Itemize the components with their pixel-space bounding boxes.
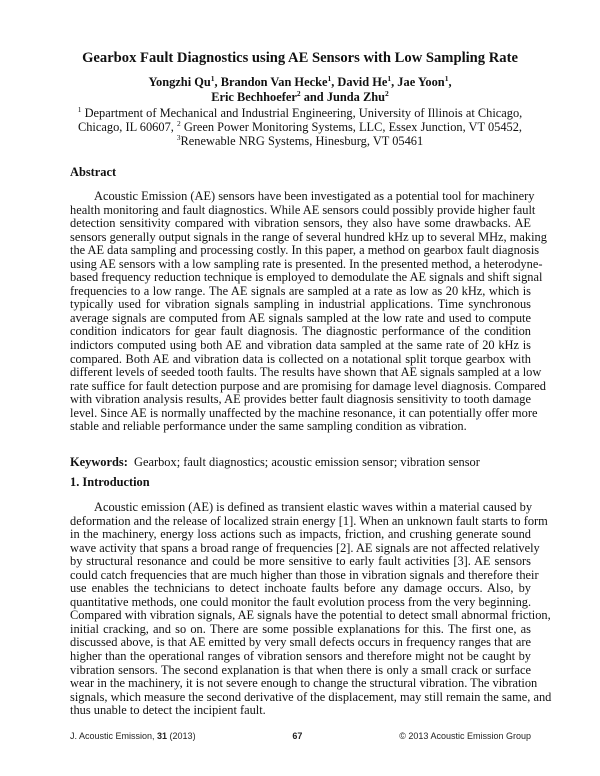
affiliation-line-2 <box>0 120 600 135</box>
author: Eric Bechhoefer <box>211 90 297 104</box>
text-line: different levels of seeded tooth faults. The results have shown that AE signals sampled at a low <box>70 365 542 380</box>
separator: and <box>300 90 327 104</box>
text-line: compared. Both AE and vibration data is collected on a notational split torque gearbox with <box>70 351 531 366</box>
text-line: with vibration analysis results, AE provides better fault diagnosis sensitivity to tooth damage <box>70 392 531 407</box>
text-line: detection sensitivity compared with vibration sensors, they also have some drawbacks. AE <box>70 216 531 231</box>
author: Yongzhi Qu <box>148 75 211 89</box>
affiliation-text: Renewable NRG Systems, Hinesburg, VT 05461 <box>180 134 424 148</box>
author: David He <box>337 75 388 89</box>
author: Brandon Van Hecke <box>220 75 328 89</box>
author-affiliation-mark: 1 <box>210 74 215 83</box>
author-affiliation-mark: 1 <box>444 74 449 83</box>
text-line: average signals are computed from AE signals sampled at the low rate and used to compute <box>70 310 531 325</box>
text-line: wave activity that spans a broad range of frequencies [2]. AE signals are not affected relatively <box>70 540 540 555</box>
text-line: sensors generally output signals in the range of several hundred kHz up to several MHz, making <box>70 229 547 244</box>
affiliation-mark: 2 <box>176 119 181 128</box>
affiliation-line-1 <box>0 106 600 121</box>
paper-title: Gearbox Fault Diagnostics using AE Sensors with Low Sampling Rate <box>82 50 518 66</box>
author-affiliation-mark: 2 <box>385 89 389 98</box>
abstract-heading: Abstract <box>70 165 117 179</box>
affiliation-mark: 3 <box>176 133 181 142</box>
text-line: based frequency reduction technique is employed to demodulate the AE signals and shift signal <box>70 270 543 285</box>
affiliation-text: Green Power Monitoring Systems, LLC, Essex Junction, VT 05452, <box>180 120 523 134</box>
journal-name: J. Acoustic Emission, <box>70 731 158 741</box>
text-line: stable and reliable performance under the same sampling condition as vibration. <box>70 419 467 434</box>
separator: , <box>391 75 398 89</box>
text-line: wear in the machinery, it is not severe enough to change the structural vibration. The vibration <box>70 676 538 691</box>
text-line: level. Since AE is normally unaffected by the machine resonance, it can potentially offer more <box>70 405 538 420</box>
text-line: condition indicators for gear fault diagnosis. The diagnostic performance of the condition <box>70 324 531 339</box>
text-line: indictors computed using both AE and vibration data sampled at the same rate of 20 kHz is <box>70 338 531 353</box>
separator: , <box>448 75 452 89</box>
text-line: deformation and the release of localized strain energy [1]. When an unknown fault starts to form <box>70 513 548 528</box>
author-affiliation-mark: 2 <box>296 89 301 98</box>
page-number: 67 <box>292 731 303 741</box>
text-line: the AE data sampling and processing costly. In this paper, a method on gearbox fault diagnosis <box>70 243 540 258</box>
text-line: thus unable to detect the incipient fault. <box>70 703 266 718</box>
affiliation-mark: 1 <box>77 105 82 114</box>
copyright: © 2013 Acoustic Emission Group <box>399 731 531 741</box>
separator: , <box>331 75 338 89</box>
author-line-2 <box>0 90 600 105</box>
author: Junda Zhu <box>326 90 386 104</box>
text-line: Compared with vibration signals, AE signals have the potential to detect small abnormal friction, <box>70 608 551 623</box>
affiliation-line-3 <box>0 134 600 149</box>
keywords <box>70 455 480 470</box>
text-line: by structural resonance and could be more sensitive to early fault activities [3]. AE sensors <box>70 554 531 569</box>
affiliation-text: Chicago, IL 60607, <box>77 120 177 134</box>
text-line: could catch frequencies that are much higher than those in vibration signals and therefore their <box>70 567 539 582</box>
text-line: discussed above, is that AE emitted by very small defects occurs in frequency ranges that are <box>70 635 531 650</box>
keywords-text: Gearbox; fault diagnostics; acoustic emission sensor; vibration sensor <box>134 455 480 469</box>
keywords-label: Keywords: <box>70 455 128 469</box>
text-line: vibration sensors. The second explanation is that when there is only a small crack or surface <box>70 662 531 677</box>
page-footer <box>70 731 531 741</box>
text-line: initial cracking, and so on. There are some possible explanations for this. The first one, as <box>70 621 531 636</box>
text-line: Acoustic Emission (AE) sensors have been investigated as a potential tool for machinery <box>94 189 535 203</box>
author-line-1 <box>0 75 600 90</box>
text-line: health monitoring and fault diagnostics. While AE sensors could possibly provide higher fault <box>70 202 536 217</box>
abstract-paragraph <box>70 189 547 434</box>
text-line: use enables the technicians to detect inchoate faults before any damage occurs. Also, by <box>70 581 531 596</box>
text-line: frequencies to a low range. The AE signals are sampled at a rate as low as 20 kHz, which is <box>70 283 531 298</box>
text-line: in the machinery, energy loss actions such as impacts, friction, and crushing generate sound <box>70 527 531 542</box>
text-line: using AE sensors with a low sampling rate is presented. In the presented method, a heterodyne- <box>70 256 543 271</box>
text-line: higher than the operational ranges of vibration sensors and therefore might not be caught by <box>70 649 531 664</box>
author: Jae Yoon <box>397 75 445 89</box>
text-line: rate suffice for fault detection purpose and are promising for damage level diagnosis. Compared <box>70 378 546 393</box>
journal-volume: 31 <box>157 731 168 741</box>
affiliation-text: Department of Mechanical and Industrial Engineering, University of Illinois at Chicago, <box>84 106 523 120</box>
separator: , <box>214 75 221 89</box>
text-line: typically used for vibration signals sampling in industrial applications. Time synchronous <box>70 297 531 312</box>
journal-year: (2013) <box>167 731 196 741</box>
text-line: Acoustic emission (AE) is defined as transient elastic waves within a material caused by <box>94 500 533 514</box>
introduction-heading: 1. Introduction <box>70 475 150 489</box>
text-line: quantitative methods, one could monitor the fault evolution process from the very beginning. <box>70 594 532 609</box>
journal-citation <box>70 731 196 741</box>
text-line: signals, which measure the second derivative of the displacement, may still remain the same, and <box>70 689 552 704</box>
introduction-paragraph <box>70 500 552 718</box>
author-affiliation-mark: 1 <box>387 74 392 83</box>
author-affiliation-mark: 1 <box>327 74 332 83</box>
